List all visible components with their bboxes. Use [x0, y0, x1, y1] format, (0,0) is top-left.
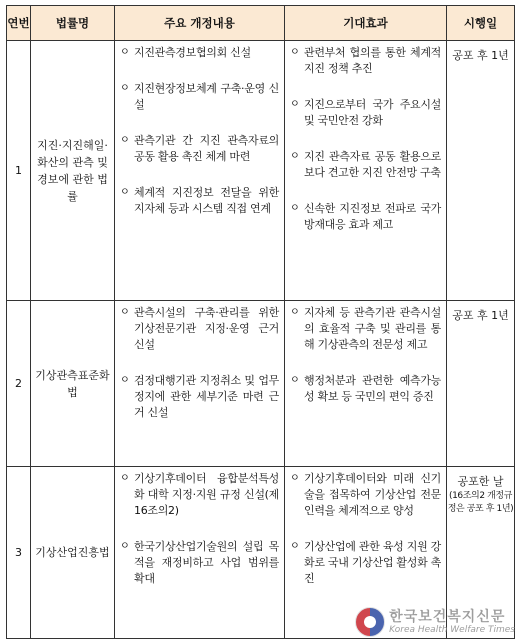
list-item	[290, 97, 441, 129]
list-item	[120, 45, 279, 61]
bullet-mark: ㅇ	[120, 135, 130, 146]
header-effects: 기대효과	[285, 6, 447, 41]
list-item-text: 관측시설의 구축·관리를 위한 기상전문기관 지정·운영 근거 신설	[134, 306, 279, 351]
list-item-text: 기상기후데이터와 미래 신기술을 접목하여 기상산업 전문인력을 체계적으로 양성	[304, 472, 441, 517]
list-item	[290, 201, 441, 233]
list-item-text: 행정처분과 관련한 예측가능성 확보 등 국민의 편익 증진	[304, 374, 441, 403]
law-name: 지진·지진해일·화산의 관측 및 경보에 관한 법률	[31, 41, 115, 301]
header-row	[7, 6, 515, 41]
bullet-mark: ㅇ	[120, 541, 130, 552]
effective-date	[447, 301, 515, 467]
bullet-mark: ㅇ	[290, 47, 300, 58]
row-number: 1	[7, 41, 31, 301]
bullet-mark: ㅇ	[290, 151, 300, 162]
bullet-mark: ㅇ	[290, 307, 300, 318]
effective-date-text: 공포한 날	[457, 475, 504, 488]
list-item-text: 체계적 지진정보 전달을 위한 지자체 등과 시스템 직접 연계	[134, 186, 279, 215]
list-item	[290, 471, 441, 519]
row-number: 2	[7, 301, 31, 467]
list-item-text: 신속한 지진정보 전파로 국가 방재대응 효과 제고	[304, 202, 441, 231]
list-item	[290, 373, 441, 405]
watermark-english: Korea Health Welfare Times	[389, 624, 515, 635]
bullet-mark: ㅇ	[290, 203, 300, 214]
table-row	[7, 41, 515, 301]
list-item	[120, 471, 279, 519]
law-amendment-table	[6, 5, 515, 639]
list-item-text: 기상산업에 관한 육성 지원 강화로 국내 기상산업 활성화 촉진	[304, 540, 441, 585]
list-item-text: 지진으로부터 국가 주요시설 및 국민안전 강화	[304, 98, 441, 127]
header-num: 연번	[7, 6, 31, 41]
list-item	[120, 81, 279, 113]
effective-date	[447, 41, 515, 301]
list-item	[120, 305, 279, 353]
list-item-text: 지진현장정보체계 구축·운영 신설	[134, 82, 279, 111]
list-item-text: 검정대행기관 지정취소 및 업무정지에 관한 세부기준 마련 근거 신설	[134, 374, 279, 419]
effective-date-text: 공포 후 1년	[452, 309, 509, 322]
list-item-text: 지진 관측자료 공동 활용으로 보다 견고한 지진 안전망 구축	[304, 150, 441, 179]
list-item	[120, 373, 279, 421]
header-law: 법률명	[31, 6, 115, 41]
header-changes: 주요 개정내용	[115, 6, 285, 41]
effect-list	[285, 41, 447, 301]
effective-date-note: (16조의2 개정규정은 공포 후 1년)	[447, 491, 514, 514]
row-number: 3	[7, 467, 31, 639]
list-item	[120, 133, 279, 165]
bullet-mark: ㅇ	[120, 473, 130, 484]
effective-date-text: 공포 후 1년	[452, 49, 509, 62]
law-name: 기상관측표준화법	[31, 301, 115, 467]
law-name: 기상산업진흥법	[31, 467, 115, 639]
amendment-list	[115, 301, 285, 467]
amendment-list	[115, 467, 285, 639]
list-item	[290, 45, 441, 77]
watermark-korean: 한국보건복지신문	[389, 608, 506, 625]
table-row	[7, 301, 515, 467]
list-item	[290, 539, 441, 587]
bullet-mark: ㅇ	[290, 473, 300, 484]
bullet-mark: ㅇ	[290, 375, 300, 386]
taegeuk-logo-icon	[355, 607, 385, 637]
list-item	[120, 539, 279, 587]
effect-list	[285, 301, 447, 467]
bullet-mark: ㅇ	[290, 99, 300, 110]
bullet-mark: ㅇ	[120, 47, 130, 58]
list-item	[120, 185, 279, 217]
header-effective-date: 시행일	[447, 6, 515, 41]
bullet-mark: ㅇ	[290, 541, 300, 552]
bullet-mark: ㅇ	[120, 83, 130, 94]
bullet-mark: ㅇ	[120, 307, 130, 318]
list-item	[290, 149, 441, 181]
list-item-text: 지자체 등 관측기관 관측시설의 효율적 구축 및 관리를 통해 기상관측의 전문성 제고	[304, 306, 441, 351]
list-item-text: 관측기관 간 지진 관측자료의 공동 활용 촉진 체계 마련	[134, 134, 279, 163]
bullet-mark: ㅇ	[120, 187, 130, 198]
list-item-text: 기상기후데이터 융합분석특성화 대학 지정·지원 규정 신설(제16조의2)	[134, 472, 279, 517]
watermark	[355, 607, 515, 637]
list-item-text: 지진관측경보협의회 신설	[134, 46, 251, 59]
amendment-list	[115, 41, 285, 301]
bullet-mark: ㅇ	[120, 375, 130, 386]
list-item	[290, 305, 441, 353]
list-item-text: 관련부처 협의를 통한 체계적 지진 정책 추진	[304, 46, 441, 75]
list-item-text: 한국기상산업기술원의 설립 목적을 재정비하고 사업 범위를 확대	[134, 540, 279, 585]
